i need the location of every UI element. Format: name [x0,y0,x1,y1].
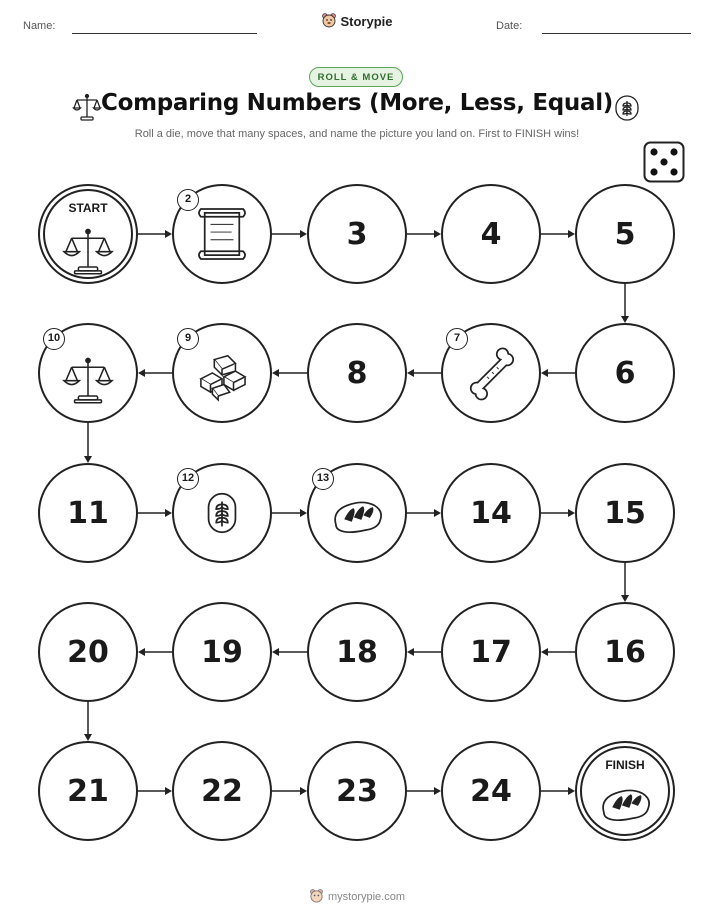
board-space[interactable] [575,184,675,284]
path-arrow [407,648,441,656]
path-arrow [541,369,575,377]
path-arrow [138,509,172,517]
footer [0,888,714,906]
board-space[interactable] [575,602,675,702]
space-number-badge: 13 [312,468,334,490]
space-number: 24 [470,773,512,809]
path-arrow [84,702,92,741]
space-number: 20 [67,634,109,670]
board-space[interactable] [307,323,407,423]
space-number: 14 [470,495,512,531]
space-number-badge: 7 [446,328,468,350]
board-space[interactable] [38,463,138,563]
path-arrow [272,787,307,795]
board-space[interactable] [441,741,541,841]
space-number: 3 [346,216,368,252]
space-number: 16 [604,634,646,670]
instructions: Roll a die, move that many spaces, and name the picture you land on. First to FINISH wins! [134,128,580,140]
board-space[interactable] [441,323,541,423]
board-space[interactable] [172,323,272,423]
bear-logo-icon [309,888,324,906]
space-number: 17 [470,634,512,670]
space-number: 11 [67,495,109,531]
path-arrow [407,369,441,377]
space-number: 8 [346,355,368,391]
space-number-badge: 10 [43,328,65,350]
board-space[interactable] [307,602,407,702]
board-space[interactable] [575,323,675,423]
space-label: FINISH [605,758,645,772]
path-arrow [621,563,629,602]
name-label: Name: [23,20,56,32]
space-number: 22 [201,773,243,809]
start-space[interactable] [38,184,138,284]
space-number: 19 [201,634,243,670]
path-arrow [541,230,575,238]
path-arrow [272,509,307,517]
path-arrow [621,284,629,323]
path-arrow [272,230,307,238]
board-space[interactable] [172,184,272,284]
path-arrow [407,230,441,238]
board-space[interactable] [575,463,675,563]
path-arrow [138,230,172,238]
path-arrow [541,648,575,656]
path-arrow [138,369,172,377]
space-number: 21 [67,773,109,809]
board-space[interactable] [441,463,541,563]
path-arrow [138,648,172,656]
space-label: START [68,201,108,215]
path-arrow [541,509,575,517]
roll-move-badge: ROLL & MOVE [309,67,403,87]
brand-name: Storypie [340,14,393,29]
board-space[interactable] [172,741,272,841]
space-number: 4 [480,216,502,252]
path-arrow [541,787,575,795]
space-number-badge: 12 [177,468,199,490]
finish-space[interactable] [575,741,675,841]
space-number: 23 [336,773,378,809]
board-space[interactable] [38,323,138,423]
path-arrow [272,369,307,377]
footer-site: mystorypie.com [327,891,406,903]
board-space[interactable] [441,602,541,702]
path-arrow [138,787,172,795]
board-space[interactable] [441,184,541,284]
space-number-badge: 2 [177,189,199,211]
board-space[interactable] [307,463,407,563]
space-number: 18 [336,634,378,670]
date-label: Date: [496,20,523,32]
space-number: 15 [604,495,646,531]
path-arrow [272,648,307,656]
page-title: Comparing Numbers (More, Less, Equal) [100,90,614,116]
path-arrow [84,423,92,463]
board-space[interactable] [307,741,407,841]
space-number: 5 [614,216,636,252]
path-arrow [407,509,441,517]
board-space[interactable] [172,463,272,563]
board-space[interactable] [38,741,138,841]
board-space[interactable] [307,184,407,284]
space-number: 6 [614,355,636,391]
board-space[interactable] [172,602,272,702]
space-number-badge: 9 [177,328,199,350]
path-arrow [407,787,441,795]
board-space[interactable] [38,602,138,702]
